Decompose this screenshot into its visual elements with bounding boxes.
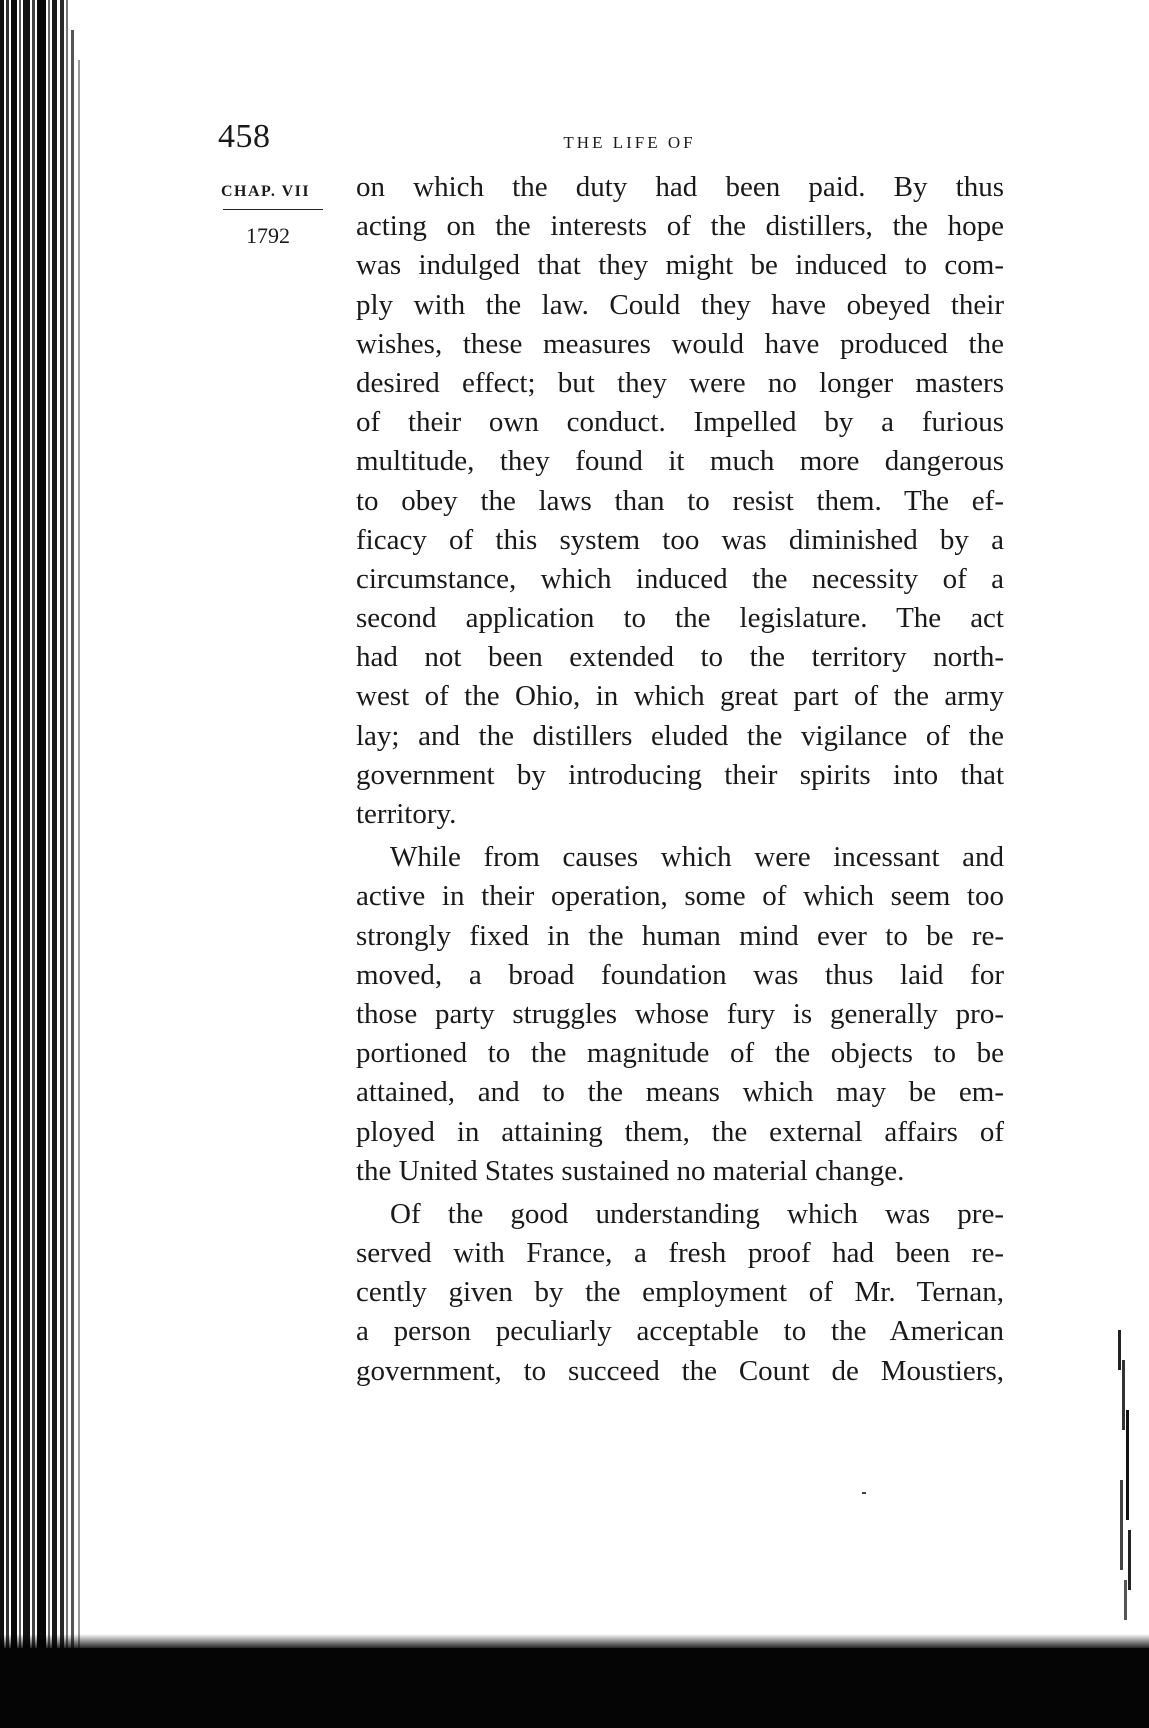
text-line: second application to the legislature. The act bbox=[356, 602, 1004, 635]
text-line: government, to succeed the Count de Moustiers, bbox=[356, 1354, 1004, 1387]
text-line: served with France, a fresh proof had been re- bbox=[356, 1237, 1004, 1270]
text-line: strongly fixed in the human mind ever to be re- bbox=[356, 919, 1004, 952]
scan-bottom-edge bbox=[0, 1648, 1149, 1728]
text-line: lay; and the distillers eluded the vigilance of the bbox=[356, 719, 1004, 752]
text-line: attained, and to the means which may be em- bbox=[356, 1076, 1004, 1109]
margin-rule bbox=[223, 209, 323, 210]
text-line: desired effect; but they were no longer masters bbox=[356, 366, 1004, 399]
text-line: cently given by the employment of Mr. Ternan, bbox=[356, 1276, 1004, 1309]
scan-dot bbox=[862, 1492, 866, 1494]
text-line: territory. bbox=[356, 798, 457, 830]
text-line: of their own conduct. Impelled by a furious bbox=[356, 406, 1004, 439]
text-line: government by introducing their spirits into that bbox=[356, 758, 1004, 791]
text-line: those party struggles whose fury is generally pro- bbox=[356, 997, 1004, 1030]
text-line: to obey the laws than to resist them. The ef- bbox=[356, 484, 1004, 517]
running-head: THE LIFE OF bbox=[563, 133, 696, 152]
text-line: ficacy of this system too was diminished by a bbox=[356, 523, 1004, 556]
text-line: portioned to the magnitude of the objects to be bbox=[356, 1037, 1004, 1070]
text-line: While from causes which were incessant and bbox=[390, 841, 1004, 874]
text-line: ployed in attaining them, the external affairs of bbox=[356, 1115, 1004, 1148]
page-number: 458 bbox=[218, 118, 271, 155]
text-line: a person peculiarly acceptable to the American bbox=[356, 1315, 1004, 1348]
scan-speckle bbox=[1116, 1330, 1138, 1630]
body-text bbox=[356, 168, 1004, 1391]
text-line: wishes, these measures would have produced the bbox=[356, 327, 1004, 360]
margin-year: 1792 bbox=[246, 223, 290, 248]
text-line: active in their operation, some of which seem too bbox=[356, 880, 1004, 913]
binding-shadow bbox=[0, 0, 95, 1728]
text-line: circumstance, which induced the necessity of a bbox=[356, 562, 1004, 595]
text-line: moved, a broad foundation was thus laid for bbox=[356, 958, 1004, 991]
text-line: west of the Ohio, in which great part of the army bbox=[356, 680, 1004, 713]
text-line: the United States sustained no material change. bbox=[356, 1154, 905, 1187]
text-line: Of the good understanding which was pre- bbox=[390, 1197, 1004, 1230]
text-line: ply with the law. Could they have obeyed their bbox=[356, 288, 1004, 321]
text-line: was indulged that they might be induced to com- bbox=[356, 249, 1004, 282]
text-line: on which the duty had been paid. By thus bbox=[356, 171, 1004, 203]
margin-chapter-label: CHAP. VII bbox=[221, 183, 311, 200]
text-line: acting on the interests of the distillers, the hope bbox=[356, 210, 1004, 243]
text-line: multitude, they found it much more dangerous bbox=[356, 445, 1004, 478]
text-line: had not been extended to the territory north- bbox=[356, 641, 1004, 674]
